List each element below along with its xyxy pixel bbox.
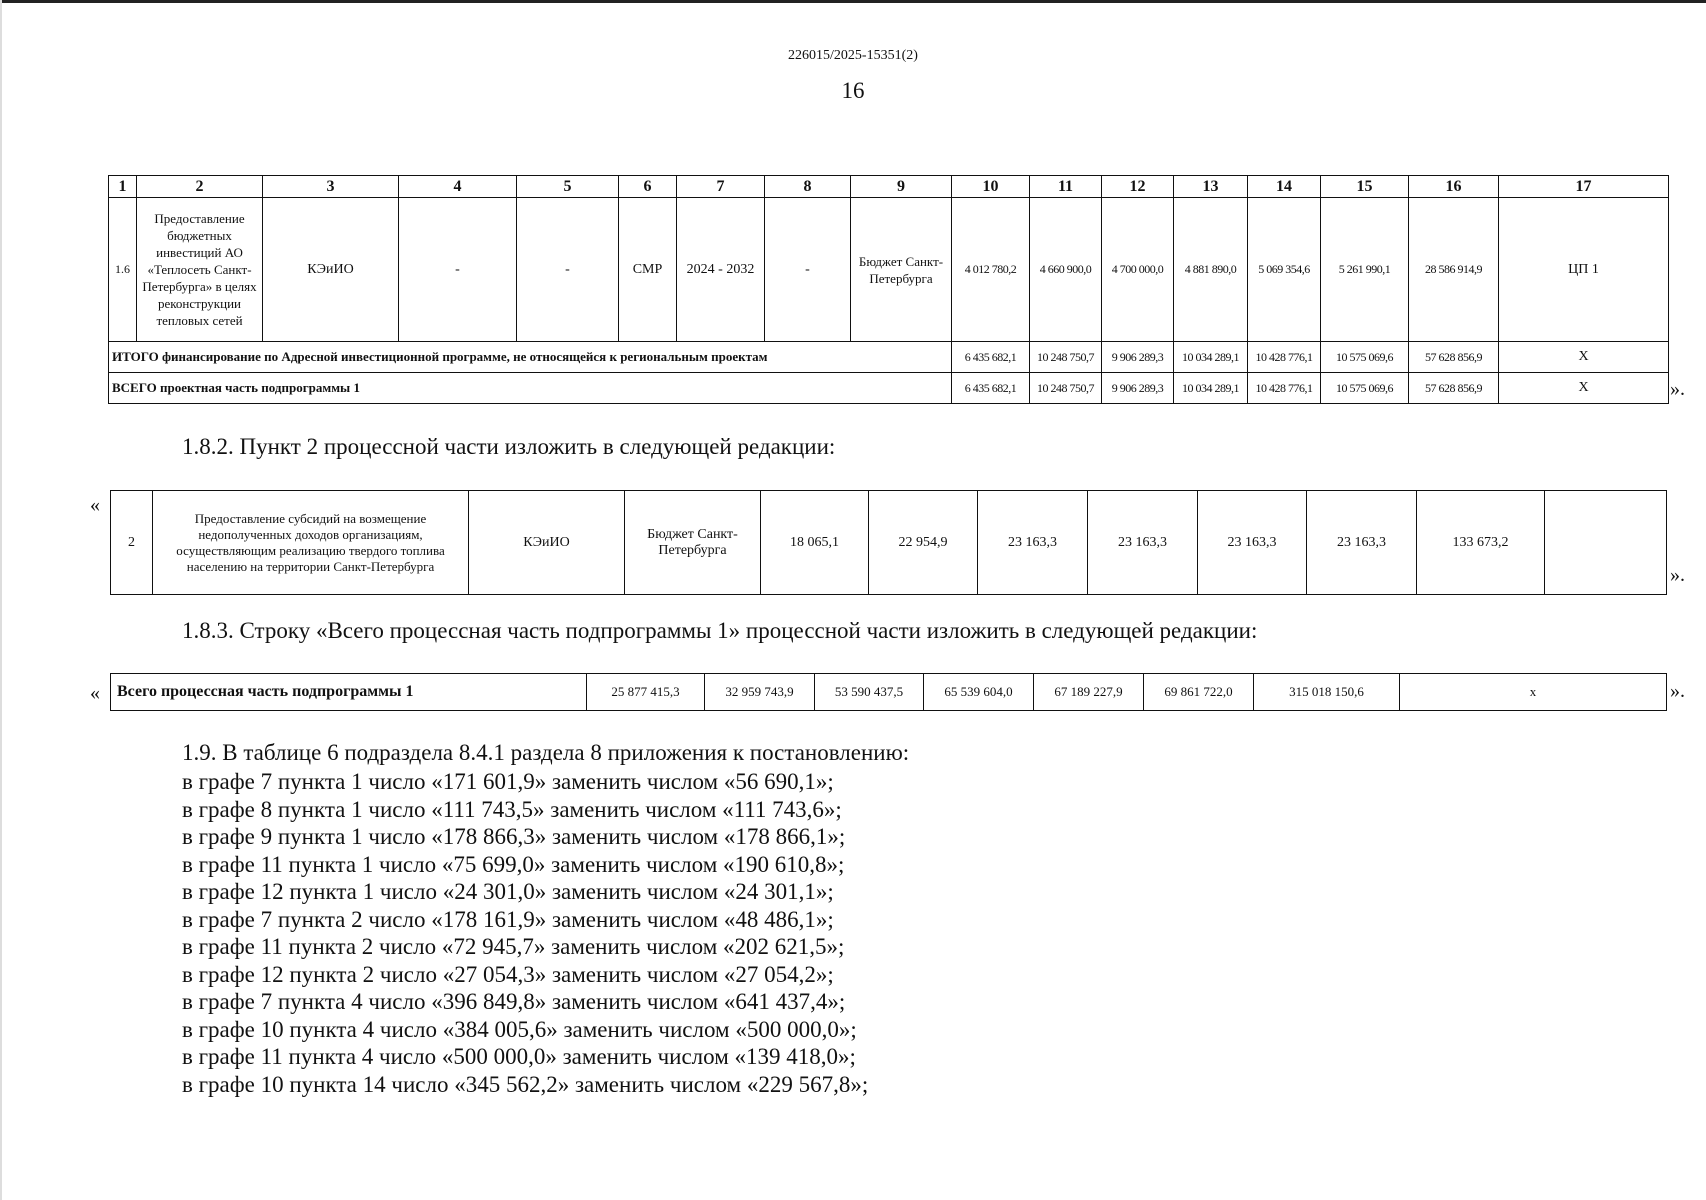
value-cell: 133 673,2 (1417, 491, 1545, 595)
value-cell: 10 428 776,1 (1248, 342, 1321, 373)
col-header: 13 (1174, 176, 1248, 198)
funding-source: Бюджет Санкт-Петербурга (851, 198, 952, 342)
activity-name: Предоставление бюджетных инвестиций АО «Теплосеть Санкт-Петербурга» в целях реконструкции тепловых сетей (137, 198, 263, 342)
section-1-8-2: 1.8.2. Пункт 2 процессной части изложить в следующей редакции: (182, 434, 836, 459)
value-cell: 6 435 682,1 (952, 342, 1030, 373)
list-item: в графе 10 пункта 4 число «384 005,6» заменить числом «500 000,0»; (182, 1016, 857, 1042)
col-header: 9 (851, 176, 952, 198)
total-row (109, 342, 1669, 373)
list-item: в графе 11 пункта 1 число «75 699,0» заменить числом «190 610,8»; (182, 851, 845, 877)
value-cell: 23 163,3 (978, 491, 1088, 595)
executor: КЭиИО (263, 198, 399, 342)
col-header: 6 (619, 176, 677, 198)
cell: х (1400, 674, 1667, 711)
value-cell: 10 034 289,1 (1174, 342, 1248, 373)
left-scan-edge (0, 0, 2, 1200)
col-header: 4 (399, 176, 517, 198)
col-header: 1 (109, 176, 137, 198)
value-cell: 57 628 856,9 (1409, 373, 1499, 404)
closing-quote: ». (1670, 564, 1685, 586)
value-cell: 69 861 722,0 (1144, 674, 1254, 711)
value-cell: 10 428 776,1 (1248, 373, 1321, 404)
cell: - (765, 198, 851, 342)
row-number: 1.6 (109, 198, 137, 342)
table-row (109, 198, 1669, 342)
list-item: в графе 10 пункта 14 число «345 562,2» заменить числом «229 567,8»; (182, 1071, 869, 1097)
list-item: в графе 12 пункта 2 число «27 054,3» заменить числом «27 054,2»; (182, 961, 834, 987)
list-item: в графе 11 пункта 4 число «500 000,0» заменить числом «139 418,0»; (182, 1044, 856, 1069)
col-header: 5 (517, 176, 619, 198)
list-item: в графе 7 пункта 4 число «396 849,8» заменить числом «641 437,4»; (182, 989, 846, 1014)
closing-quote: ». (1670, 680, 1685, 702)
value-cell: 4 012 780,2 (952, 198, 1030, 342)
period: 2024 - 2032 (677, 198, 765, 342)
table-row (111, 491, 1667, 595)
value-cell: 23 163,3 (1088, 491, 1198, 595)
executor: КЭиИО (469, 491, 625, 595)
page-number: 16 (841, 78, 865, 103)
value-cell: 28 586 914,9 (1409, 198, 1499, 342)
cell: Х (1499, 373, 1669, 404)
col-header: 14 (1248, 176, 1321, 198)
list-item: в графе 11 пункта 2 число «72 945,7» заменить числом «202 621,5»; (182, 934, 845, 959)
value-cell: 5 069 354,6 (1248, 198, 1321, 342)
value-cell: 9 906 289,3 (1102, 373, 1174, 404)
table-process-total (110, 673, 1667, 711)
col-header: 11 (1030, 176, 1102, 198)
closing-quote: ». (1670, 378, 1685, 400)
total-label: ИТОГО финансирование по Адресной инвестиционной программе, не относящейся к региональным проектам (109, 342, 952, 373)
top-border (0, 0, 1706, 3)
value-cell: 10 575 069,6 (1321, 342, 1409, 373)
list-item: в графе 8 пункта 1 число «111 743,5» заменить числом «111 743,6»; (182, 796, 842, 822)
table-process-item-2 (110, 490, 1667, 595)
value-cell: 18 065,1 (761, 491, 869, 595)
value-cell: 4 700 000,0 (1102, 198, 1174, 342)
target-indicator: ЦП 1 (1499, 198, 1669, 342)
table-header-row (109, 176, 1669, 198)
value-cell: 57 628 856,9 (1409, 342, 1499, 373)
value-cell: 53 590 437,5 (815, 674, 924, 711)
all-label: ВСЕГО проектная часть подпрограммы 1 (109, 373, 952, 404)
col-header: 12 (1102, 176, 1174, 198)
col-header: 2 (137, 176, 263, 198)
col-header: 7 (677, 176, 765, 198)
document-id: 226015/2025-15351(2) (788, 48, 918, 63)
list-item: в графе 7 пункта 2 число «178 161,9» заменить числом «48 486,1»; (182, 906, 834, 932)
replacement-list (182, 768, 868, 1098)
cell: - (517, 198, 619, 342)
section-1-8-3: 1.8.3. Строку «Всего процессная часть подпрограммы 1» процессной части изложить в следующей редакции: (182, 618, 1258, 643)
total-label: Всего процессная часть подпрограммы 1 (111, 674, 587, 711)
value-cell: 23 163,3 (1307, 491, 1417, 595)
value-cell: 65 539 604,0 (924, 674, 1034, 711)
cell: - (399, 198, 517, 342)
col-header: 8 (765, 176, 851, 198)
value-cell: 10 034 289,1 (1174, 373, 1248, 404)
value-cell: 32 959 743,9 (705, 674, 815, 711)
value-cell: 9 906 289,3 (1102, 342, 1174, 373)
col-header: 15 (1321, 176, 1409, 198)
value-cell: 67 189 227,9 (1034, 674, 1144, 711)
activity-name: Предоставление субсидий на возмещение недополученных доходов организациям, осуществляющим реализацию твердого топлива населению на территории Санкт-Петербурга (153, 491, 469, 595)
opening-quote: « (90, 682, 100, 704)
value-cell: 10 575 069,6 (1321, 373, 1409, 404)
work-type: СМР (619, 198, 677, 342)
value-cell: 5 261 990,1 (1321, 198, 1409, 342)
col-header: 16 (1409, 176, 1499, 198)
cell: Х (1499, 342, 1669, 373)
col-header: 10 (952, 176, 1030, 198)
row-number: 2 (111, 491, 153, 595)
list-item: в графе 7 пункта 1 число «171 601,9» заменить числом «56 690,1»; (182, 769, 834, 794)
value-cell: 22 954,9 (869, 491, 978, 595)
all-row (109, 373, 1669, 404)
value-cell: 10 248 750,7 (1030, 342, 1102, 373)
value-cell: 4 660 900,0 (1030, 198, 1102, 342)
col-header: 17 (1499, 176, 1669, 198)
value-cell: 23 163,3 (1198, 491, 1307, 595)
value-cell: 10 248 750,7 (1030, 373, 1102, 404)
value-cell: 4 881 890,0 (1174, 198, 1248, 342)
list-item: в графе 9 пункта 1 число «178 866,3» заменить числом «178 866,1»; (182, 824, 846, 849)
section-1-9-intro: 1.9. В таблице 6 подраздела 8.4.1 раздела 8 приложения к постановлению: (182, 740, 910, 765)
list-item: в графе 12 пункта 1 число «24 301,0» заменить числом «24 301,1»; (182, 879, 834, 904)
value-cell: 25 877 415,3 (587, 674, 705, 711)
value-cell: 315 018 150,6 (1254, 674, 1400, 711)
opening-quote: « (90, 494, 100, 516)
table-project-part (108, 175, 1669, 404)
value-cell: 6 435 682,1 (952, 373, 1030, 404)
table-row (111, 674, 1667, 711)
funding-source: Бюджет Санкт-Петербурга (625, 491, 761, 595)
col-header: 3 (263, 176, 399, 198)
cell (1545, 491, 1667, 595)
